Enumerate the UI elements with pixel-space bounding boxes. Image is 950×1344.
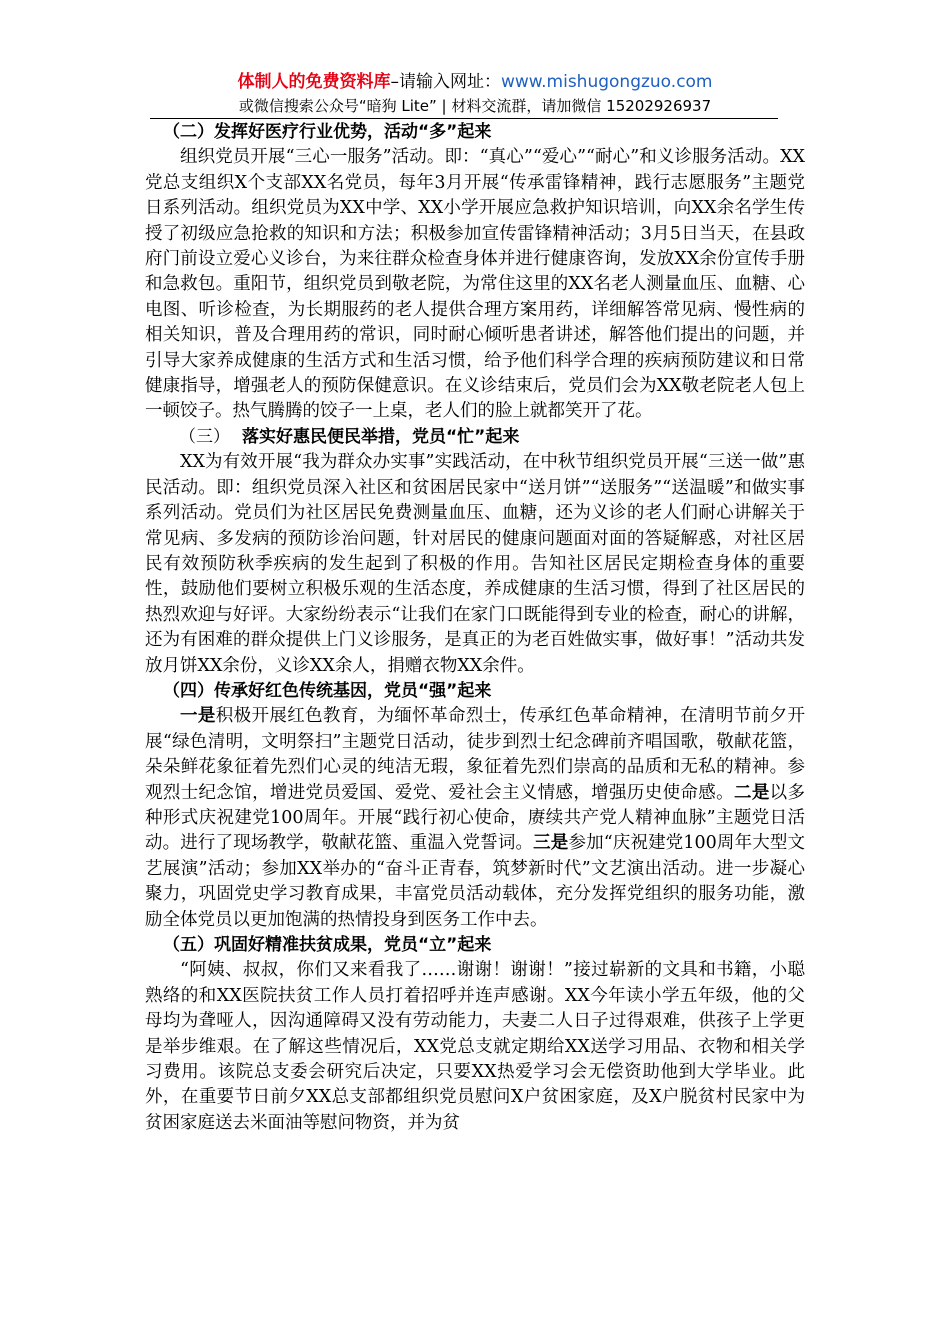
section-2-heading: （二）发挥好医疗行业优势，活动“多”起来 bbox=[163, 122, 492, 142]
section-5-heading: （五）巩固好精准扶贫成果，党员“立”起来 bbox=[163, 935, 492, 955]
page-header bbox=[0, 70, 950, 117]
header-brand: 体制人的免费资料库 bbox=[237, 72, 391, 92]
header-line-1 bbox=[0, 70, 950, 94]
section-4-heading: （四）传承好红色传统基因，党员“强”起来 bbox=[163, 680, 492, 701]
section-3-paragraph: XX为有效开展“我为群众办实事”实践活动，在中秋节组织党员开展“三送一做”惠民活动。即：组织党员深入社区和贫困居民家中“送月饼”“送服务”“送温暖”和做实事系列活动。党员们为社区居民免费测量血压、血糖，还为义诊的老人们耐心讲解关于常见病、多发病的预防诊治问题，针对居民的健康问题面对面的答疑解惑，对社区居民有效预防秋季疾病的发生起到了积极的作用。告知社区居民定期检查身体的重要性，鼓励他们要树立积极乐观的生活态度，养成健康的生活习惯，得到了社区居民的热烈欢迎与好评。大家纷纷表示“让我们在家门口既能得到专业的检查，耐心的讲解，还为有困难的群众提供上门义诊服务，是真正的为老百姓做实事，做好事！”活动共发放月饼XX余份，义诊XX余人，捐赠衣物XX余件。 bbox=[145, 452, 805, 676]
point-3-text: 参加“庆祝建党100周年大型文艺展演”活动；参加XX举办的“奋斗正青春，筑梦新时代”文艺演出活动。进一步凝心聚力，巩固党史学习教育成果，丰富党员活动载体，充分发挥党组织的服务功能，激励全体党员以更加饱满的热情投身到医务工作中去。 bbox=[145, 833, 805, 930]
section-4-paragraph bbox=[145, 704, 805, 933]
section-2-paragraph: 组织党员开展“三心一服务”活动。即：“真心”“爱心”“耐心”和义诊服务活动。XX党总支组织X个支部XX名党员，每年3月开展“传承雷锋精神，践行志愿服务”主题党日系列活动。组织党员为XX中学、XX小学开展应急救护知识培训，向XX余名学生传授了初级应急抢救的知识和方法；积极参加宣传雷锋精神活动；3月5日当天，在县政府门前设立爱心义诊台，为来往群众检查身体并进行健康咨询，发放XX余份宣传手册和急救包。重阳节，组织党员到敬老院，为常住这里的XX名老人测量血压、血糖、心电图、听诊检查，为长期服药的老人提供合理方案用药，详细解答常见病、慢性病的相关知识，普及合理用药的常识，同时耐心倾听患者讲述，解答他们提出的问题，并引导大家养成健康的生活方式和生活习惯，给予他们科学合理的疾病预防建议和日常健康指导，增强老人的预防保健意识。在义诊结束后，党员们会为XX敬老院老人包上一顿饺子。热气腾腾的饺子一上桌，老人们的脸上就都笑开了花。 bbox=[145, 147, 805, 422]
point-1-lead: 一是 bbox=[180, 706, 216, 727]
point-2-lead: 二是 bbox=[733, 782, 770, 803]
header-url-link[interactable]: www.mishugongzuo.com bbox=[500, 72, 713, 92]
section-3-number: （三） bbox=[179, 426, 230, 447]
point-1-text: 积极开展红色教育，为缅怀革命烈士，传承红色革命精神，在清明节前夕开展“绿色清明，文明祭扫”主题党日活动，徒步到烈士纪念碑前齐唱国歌，敬献花篮，朵朵鲜花象征着先烈们心灵的纯洁无瑕，象征着先烈们崇高的品质和无私的精神。参观烈士纪念馆，增进党员爱国、爱党、爱社会主义情感，增强历史使命感。 bbox=[145, 706, 806, 803]
document-body bbox=[145, 120, 805, 1136]
section-3-heading bbox=[145, 425, 805, 450]
section-5-paragraph: “阿姨、叔叔，你们又来看我了……谢谢！谢谢！”接过崭新的文具和书籍，小聪熟络的和XX医院扶贫工作人员打着招呼并连声感谢。XX今年读小学五年级，他的父母均为聋哑人，因沟通障碍又没有劳动能力，夫妻二人日子过得艰难，供孩子上学更是举步维艰。在了解这些情况后，XX党总支就定期给XX送学习用品、衣物和相关学习费用。该院总支委会研究后决定，只要XX热爱学习会无偿资助他到大学毕业。此外，在重要节日前夕XX总支部都组织党员慰问X户贫困家庭，及X户脱贫村民家中为贫困家庭送去米面油等慰问物资，并为贫 bbox=[145, 960, 805, 1133]
header-line-2: 或微信搜索公众号“暗狗 Lite” | 材料交流群，请加微信 15202926937 bbox=[238, 97, 712, 115]
header-prompt: –请输入网址： bbox=[390, 72, 501, 92]
point-3-lead: 三是 bbox=[533, 833, 569, 854]
section-3-title: 落实好惠民便民举措，党员“忙”起来 bbox=[242, 426, 520, 447]
point-2-text: 以多种形式庆祝建党100周年。开展“践行初心使命，赓续共产党人精神血脉”主题党日活动。进行了现场教学，敬献花篮、重温入党誓词。 bbox=[145, 782, 806, 854]
header-divider bbox=[150, 118, 778, 119]
